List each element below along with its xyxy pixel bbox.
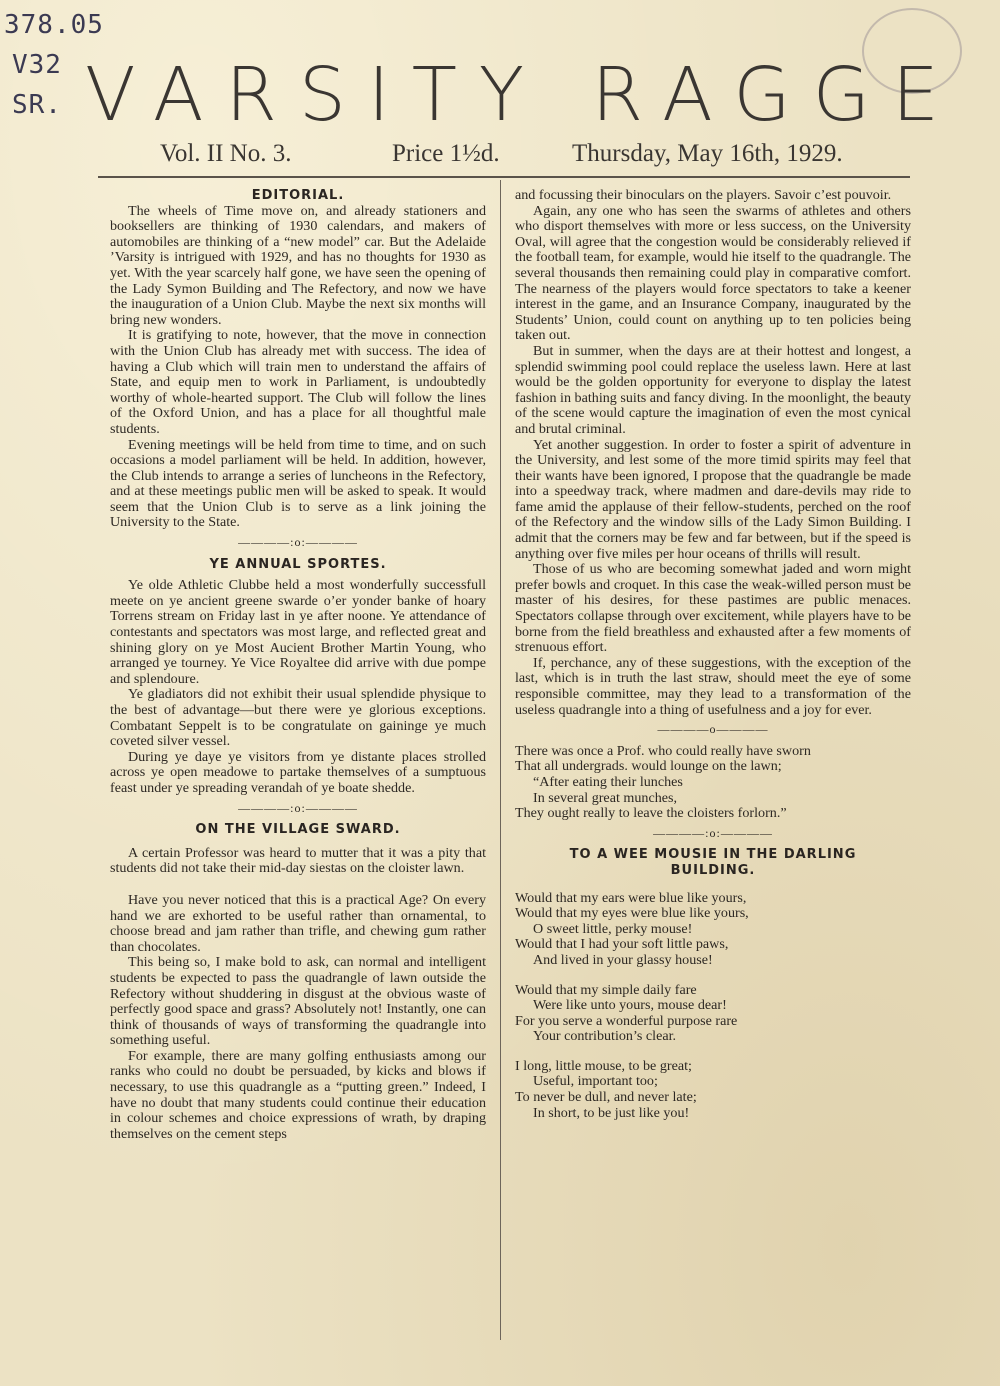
article-paragraph: But in summer, when the days are at their hottest and longest, a splendid swimming pool could replace the useless lawn. Here at last would be the golden opportunity for everyone to display the latest fashion in bathing suits and fancy diving. In the moonlight, the beauty of the scene would capture the imagination of even the most cynical and brutal criminal.: [515, 342, 911, 437]
poem-heading: TO A WEE MOUSIE IN THE DARLING BUILDING.: [569, 847, 857, 878]
call-number-line-1: 378.05: [4, 10, 104, 40]
poem-line: Your contribution’s clear.: [533, 1028, 677, 1045]
poem-stanza: [515, 983, 911, 1045]
section-separator: ————:o:————: [653, 825, 773, 840]
article-paragraph: Those of us who are becoming somewhat jaded and worn might prefer bowls and croquet. In this case the weak-willed person must be master of his desires, for these pastimes are public menaces. Spectators collapse through over excitement, while players have to be borne from the field breathless and exhausted after a few moments of strenuous effort.: [515, 561, 911, 656]
poem-line: Would that my ears were blue like yours,: [515, 889, 747, 906]
limerick-line: There was once a Prof. who could really have sworn: [515, 742, 811, 759]
editorial-paragraph: The wheels of Time move on, and already stationers and booksellers are thinking of 1930 calendars, and makers of automobiles are thinking of a “new model” car. But the Adelaide ’Varsity is intrigued with 1929, and has no thoughts for 1930 as yet. With the year scarcely half gone, we have seen the opening of the Lady Symon Building and The Refectory, and now we have the inauguration of a Union Club. Maybe the next six months will bring new wonders.: [110, 202, 486, 328]
poem-stanza: [515, 891, 911, 969]
poem-line: For you serve a wonderful purpose rare: [515, 1012, 738, 1029]
section-separator: ————:o:————: [238, 800, 358, 815]
volume-number: Vol. II No. 3.: [160, 140, 292, 167]
poem-line: Would that I had your soft little paws,: [515, 936, 729, 953]
header-rule: [98, 176, 910, 178]
sportes-paragraph: During ye daye ye visitors from ye distante places strolled across ye open meadowe to partake themselves of a sumptuous feast under ye spreading verandah of ye boate shedde.: [110, 748, 486, 796]
poem-line: Would that my simple daily fare: [515, 981, 697, 998]
village-paragraph: For example, there are many golfing enthusiasts among our ranks who could no doubt be persuaded, by kicks and blows if necessary, to use this quadrangle as a “putting green.” Indeed, I have no doubt that many students could continue their education in colour schemes and choice expressions of wrath, by draping themselves on the cement steps: [110, 1047, 486, 1142]
limerick-line: In several great munches,: [533, 789, 678, 806]
poem-line: And lived in your glassy house!: [533, 951, 713, 968]
limerick: [515, 744, 911, 822]
left-column: [110, 188, 486, 1142]
section-separator: ————:o:————: [238, 535, 358, 550]
editorial-heading: EDITORIAL.: [251, 188, 345, 203]
section-separator: ————o————: [657, 722, 769, 737]
poem: [515, 891, 911, 1122]
poem-stanza: [515, 1059, 911, 1121]
sportes-paragraph: Ye gladiators did not exhibit their usual splendide physique to the best of advantage—but there were ye glorious exceptions. Combatant Seppelt is to be congratulate on gaininge ye much coveted silver vessel.: [110, 686, 486, 750]
village-paragraph: This being so, I make bold to ask, can normal and intelligent students be expected to pass the quadrangle of lawn outside the Refectory without shuddering in disgust at the obvious waste of perfectly good space and grass? Absolutely not! Instantly, one can think of thousands of ways of transforming the quadrangle into something useful.: [110, 954, 486, 1049]
limerick-line: They ought really to leave the cloisters forlorn.”: [515, 805, 787, 822]
poem-line: In short, to be just like you!: [533, 1104, 690, 1121]
poem-line: Would that my eyes were blue like yours,: [515, 905, 749, 922]
issue-date: Thursday, May 16th, 1929.: [572, 140, 843, 167]
sportes-heading: YE ANNUAL SPORTES.: [209, 556, 387, 572]
article-paragraph: Again, any one who has seen the swarms of athletes and others who disport themselves with more or less success, on the University Oval, will agree that the congestion would be considerably relieved if the football team, for example, would hie itself to the quadrangle. The several thousands then remaining could play in comparative comfort. The nearness of the players would force spectators to take a keener interest in the game, and an Insurance Company, inaugurated by the Students’ Union, could count on anything up to ten policies being taken out.: [515, 202, 911, 344]
call-number-line-2: V32: [12, 50, 62, 80]
limerick-line: That all undergrads. would lounge on the lawn;: [515, 758, 782, 775]
poem-line: I long, little mouse, to be great;: [515, 1057, 692, 1074]
article-paragraph: If, perchance, any of these suggestions, with the exception of the last, which is in truth the last straw, should meet the eye of some responsible committee, may they lead to a transformation of the useless quadrangle into a thing of usefulness and a joy for ever.: [515, 654, 911, 718]
column-divider: [500, 180, 501, 1340]
village-paragraph: Have you never noticed that this is a practical Age? On every hand we are exhorted to be useful rather than ornamental, to choose bread and jam rather than trifle, and chewing gum rather than chocolates.: [110, 891, 486, 955]
village-heading: ON THE VILLAGE SWARD.: [195, 822, 401, 838]
poem-line: To never be dull, and never late;: [515, 1089, 697, 1106]
article-paragraph: and focussing their binoculars on the players. Savoir c’est pouvoir.: [515, 187, 892, 203]
editorial-paragraph: It is gratifying to note, however, that the move in connection with the Union Club has already met with success. The idea of having a Club which will train men to understand the affairs of State, and equip men to work in Parliament, is undoubtedly worthy of whole-hearted support. The Club will follow the lines of the Oxford Union, and has a place for all thoughtful male students.: [110, 327, 486, 437]
article-paragraph: Yet another suggestion. In order to foster a spirit of adventure in the University, and lest some of the more timid spirits may feel that their wants have been ignored, I propose that the quadrangle be made into a speedway track, where madmen and dare-devils may ride to fame amid the applause of their fellow-students, perched on the roof of the Refectory and the window sills of the Lady Simon Building. I admit that the corners may be few and far between, but if the speed is anything over five miles per hour oceans of thrills will result.: [515, 436, 911, 562]
poem-line: Were like unto yours, mouse dear!: [533, 997, 727, 1014]
poem-line: Useful, important too;: [533, 1073, 658, 1090]
limerick-line: “After eating their lunches: [533, 773, 683, 790]
poem-line: O sweet little, perky mouse!: [533, 920, 693, 937]
price: Price 1½d.: [392, 140, 500, 167]
masthead-title: VARSITY RAGGE: [85, 52, 961, 138]
right-column: [515, 188, 911, 1135]
issue-line: [160, 140, 860, 172]
village-paragraph: A certain Professor was heard to mutter that it was a pity that students did not take their mid-day siestas on the cloister lawn.: [110, 844, 486, 877]
sportes-paragraph: Ye olde Athletic Clubbe held a most wonderfully successfull meete on ye ancient greene swarde o’er yonder banke of hoary Torrens stream on Friday last in ye after noone. Ye attendance of contestants and spectators was most large, and reflected great and shining glory on ye Most Aucient Brother Martin Young, who arranged ye tourney. Ye Vice Royaltee did arrive with due pompe and splendoure.: [110, 577, 486, 687]
editorial-paragraph: Evening meetings will be held from time to time, and on such occasions a model parliament will be held. In addition, however, the Club intends to arrange a series of luncheons in the Refectory, and at these meetings public men will be asked to speak. It would seem that the Union Club is to serve as a link joining the University to the State.: [110, 436, 486, 531]
call-number-line-3: SR.: [12, 90, 62, 120]
